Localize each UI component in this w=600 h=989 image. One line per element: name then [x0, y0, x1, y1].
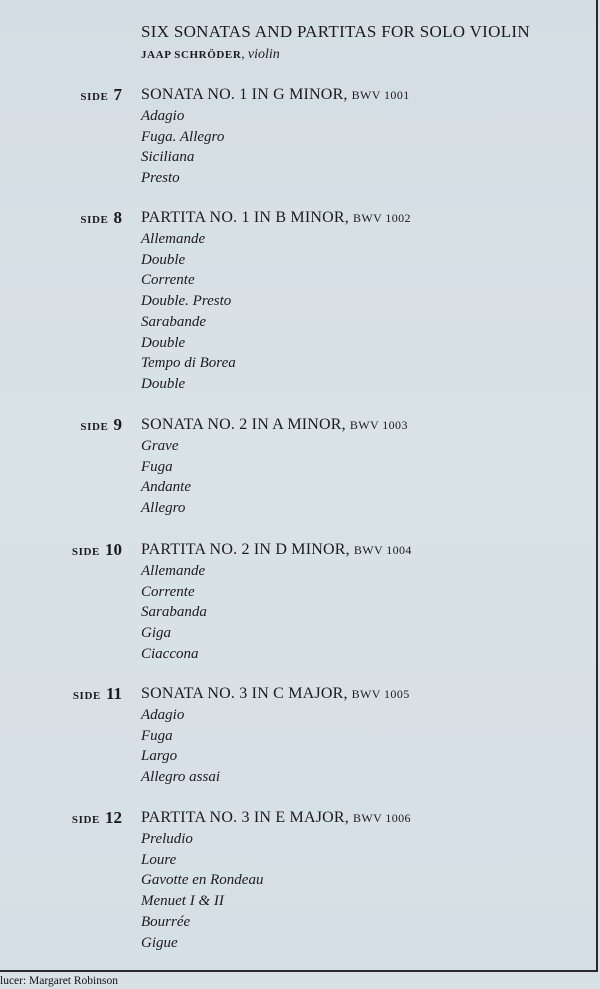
side-number: 12: [105, 808, 122, 827]
performer-name: JAAP SCHRÖDER: [141, 49, 242, 61]
side-word: SIDE: [80, 421, 109, 433]
movement-item: Tempo di Borea: [141, 355, 236, 372]
movement-item: Siciliana: [141, 149, 195, 166]
work-name: PARTITA NO. 2 IN D MINOR,: [141, 541, 350, 558]
side-number: 11: [105, 684, 122, 703]
movement-item: Andante: [141, 479, 191, 496]
side-number: 7: [113, 85, 122, 104]
movement-item: Presto: [141, 170, 180, 187]
movement-item: Double: [141, 251, 186, 268]
bwv-number: BWV 1004: [353, 543, 412, 557]
movement-item: Grave: [141, 438, 179, 454]
movement-item: Corrente: [141, 272, 195, 289]
side-word: SIDE: [71, 814, 100, 826]
performer-separator: ,: [241, 46, 248, 61]
side-number: 10: [105, 540, 122, 559]
movement-item: Allemande: [141, 231, 206, 247]
header: [141, 22, 530, 65]
side-label: [80, 415, 122, 437]
movement-list: [141, 561, 207, 665]
work-title: [141, 540, 412, 560]
side-number: 9: [113, 415, 122, 434]
movement-item: Menuet I & II: [141, 893, 224, 910]
performer-instrument: violin: [247, 47, 280, 62]
movement-item: Corrente: [141, 583, 195, 600]
work-title: [141, 415, 408, 435]
side-label: [72, 808, 122, 830]
side-word: SIDE: [71, 546, 100, 558]
bwv-number: BWV 1003: [349, 418, 408, 432]
side-word: SIDE: [80, 91, 109, 103]
work-title: [141, 208, 411, 228]
bwv-number: BWV 1006: [352, 811, 411, 825]
movement-item: Giga: [141, 625, 171, 642]
movement-item: Allemande: [141, 563, 206, 579]
movement-item: Ciaccona: [141, 645, 199, 662]
side-label: [72, 540, 122, 562]
side-word: SIDE: [72, 690, 101, 702]
work-title: [141, 85, 410, 105]
movement-item: Gigue: [141, 934, 178, 951]
movement-list: [141, 829, 263, 953]
work-name: SONATA NO. 3 IN C MAJOR,: [141, 685, 348, 702]
movement-item: Adagio: [141, 707, 185, 723]
movement-item: Fuga: [141, 727, 173, 744]
movement-item: Allegro: [141, 500, 186, 517]
work-name: PARTITA NO. 3 IN E MAJOR,: [141, 809, 349, 826]
movement-item: Gavotte en Rondeau: [141, 872, 264, 889]
work-name: SONATA NO. 1 IN G MINOR,: [141, 86, 348, 103]
movement-item: Preludio: [141, 831, 193, 847]
movement-item: Largo: [141, 748, 178, 765]
movement-list: [141, 106, 224, 189]
movement-item: Double. Presto: [141, 293, 232, 310]
side-label: [80, 208, 122, 230]
movement-list: [141, 705, 220, 788]
movement-item: Fuga. Allegro: [141, 128, 225, 145]
producer-credit: lucer: Margaret Robinson: [0, 975, 118, 987]
movement-item: Sarabande: [141, 313, 206, 330]
movement-item: Double: [141, 334, 186, 351]
movement-item: Allegro assai: [141, 769, 221, 786]
side-number: 8: [113, 208, 122, 227]
performer-credit: [141, 44, 530, 65]
work-title: [141, 808, 411, 828]
work-name: SONATA NO. 2 IN A MINOR,: [141, 416, 346, 433]
work-name: PARTITA NO. 1 IN B MINOR,: [141, 209, 349, 226]
work-title: [141, 684, 410, 704]
collection-title: SIX SONATAS AND PARTITAS FOR SOLO VIOLIN: [141, 22, 530, 41]
bwv-number: BWV 1001: [351, 88, 410, 102]
movement-item: Fuga: [141, 458, 173, 475]
movement-item: Bourrée: [141, 913, 191, 930]
movement-list: [141, 229, 236, 395]
side-label: [80, 85, 122, 107]
movement-item: Double: [141, 375, 186, 392]
bwv-number: BWV 1005: [351, 687, 410, 701]
movement-item: Sarabanda: [141, 604, 207, 621]
movement-item: Adagio: [141, 108, 185, 124]
bwv-number: BWV 1002: [352, 211, 411, 225]
movement-list: [141, 436, 191, 519]
side-label: [73, 684, 122, 706]
side-word: SIDE: [80, 214, 109, 226]
movement-item: Loure: [141, 851, 177, 868]
